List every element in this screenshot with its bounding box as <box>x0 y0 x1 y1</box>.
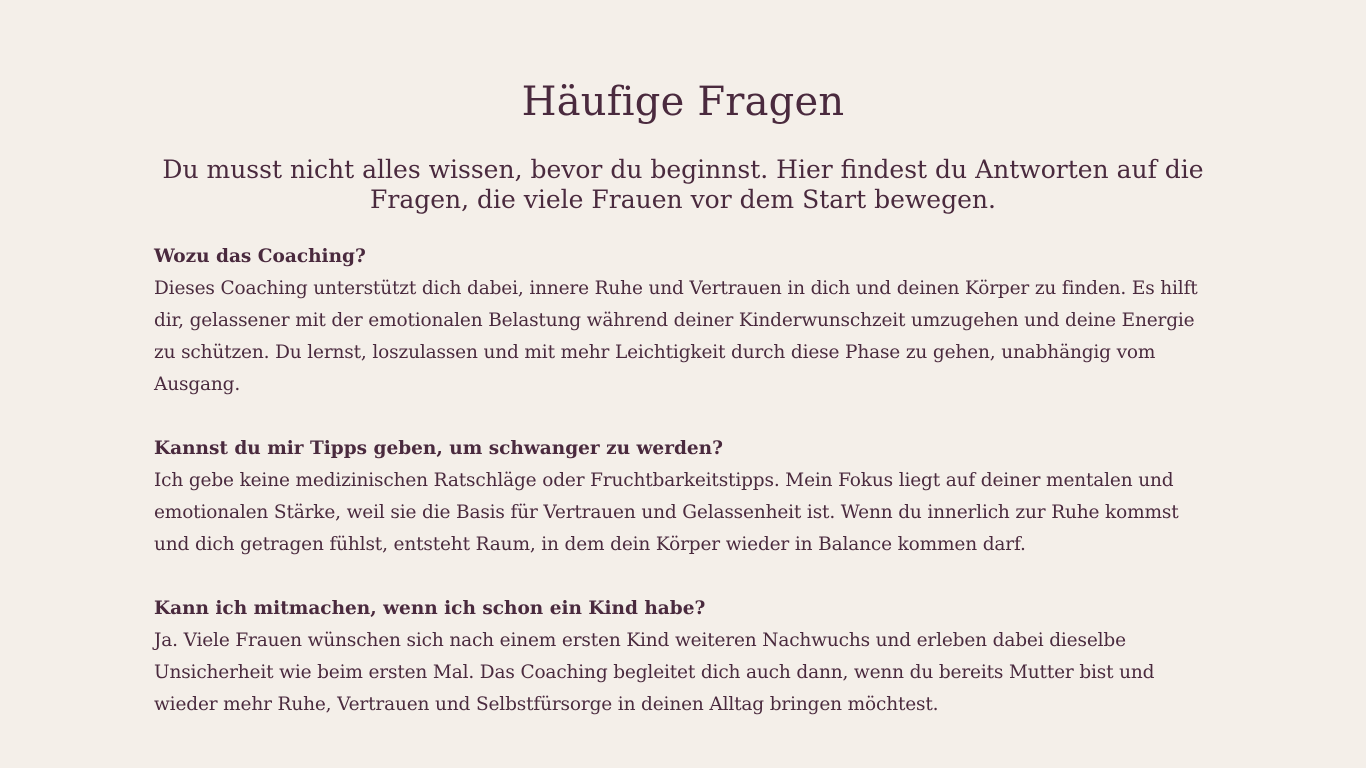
faq-question: Kann ich mitmachen, wenn ich schon ein Kind habe? <box>154 598 706 619</box>
faq-answer: Ja. Viele Frauen wünschen sich nach einem ersten Kind weiteren Nachwuchs und erleben dabei dieselbe Unsicherheit wie beim ersten Mal. Das Coaching begleitet dich auch dann, wenn du bereits Mutter bist und wieder mehr Ruhe, Vertrauen und Selbstfürsorge in deinen Alltag bringen möchtest. <box>154 630 1155 715</box>
faq-item <box>154 593 1214 721</box>
page-title: Häufige Fragen <box>521 79 845 125</box>
faq-question: Wozu das Coaching? <box>154 246 366 267</box>
faq-list <box>154 241 1214 753</box>
page-subtitle: Du musst nicht alles wissen, bevor du beginnst. Hier findest du Antworten auf die Fragen, die viele Frauen vor dem Start bewegen. <box>162 155 1204 214</box>
faq-answer: Ich gebe keine medizinischen Ratschläge oder Fruchtbarkeitstipps. Mein Fokus liegt auf deiner mentalen und emotionalen Stärke, weil sie die Basis für Vertrauen und Gelassenheit ist. Wenn du innerlich zur Ruhe kommst und dich getragen fühlst, entsteht Raum, in dem dein Körper wieder in Balance kommen darf. <box>154 470 1179 555</box>
faq-item <box>154 241 1214 401</box>
faq-answer: Dieses Coaching unterstützt dich dabei, innere Ruhe und Vertrauen in dich und deinen Körper zu finden. Es hilft dir, gelassener mit der emotionalen Belastung während deiner Kinderwunschzeit umzugehen und deine Energie zu schützen. Du lernst, loszulassen und mit mehr Leichtigkeit durch diese Phase zu gehen, unabhängig vom Ausgang. <box>154 278 1198 395</box>
faq-item <box>154 433 1214 561</box>
faq-question: Kannst du mir Tipps geben, um schwanger zu werden? <box>154 438 723 459</box>
